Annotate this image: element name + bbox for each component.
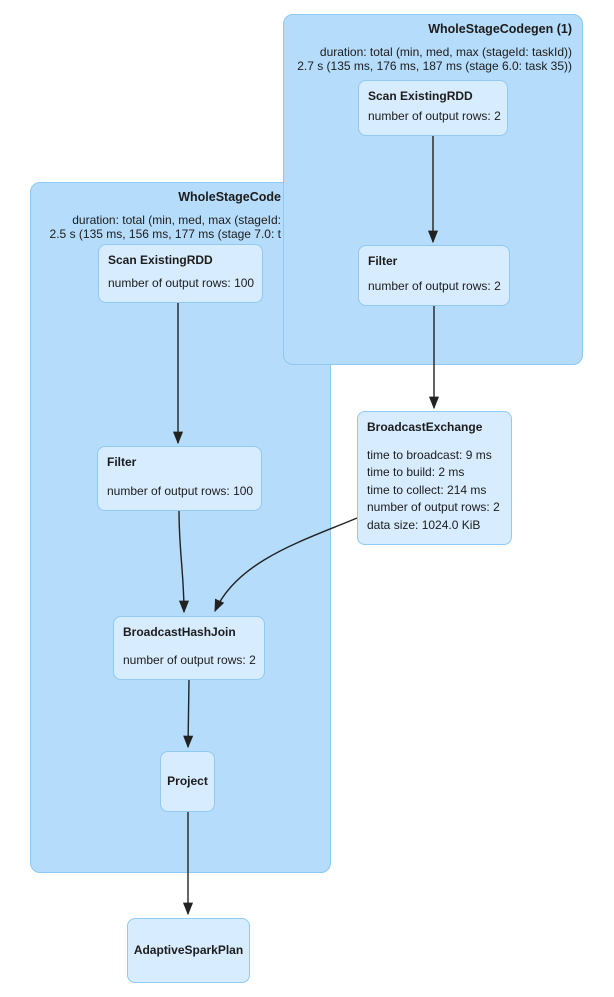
plan-node-broadcasthashjoin[interactable] [113, 616, 265, 680]
node-metrics [368, 108, 501, 126]
metric-output-rows: number of output rows: 2 [368, 278, 501, 293]
node-title: Filter [368, 254, 398, 268]
duration-line-2: 2.7 s (135 ms, 176 ms, 187 ms (stage 6.0: task 35)) [297, 58, 572, 73]
metric-output-rows: number of output rows: 100 [108, 275, 255, 290]
node-title: AdaptiveSparkPlan [133, 942, 244, 957]
node-metrics [107, 483, 252, 501]
node-title: Scan ExistingRDD [108, 253, 213, 267]
cluster-title: WholeStageCodegen (1) [428, 22, 572, 36]
plan-node-project[interactable] [160, 751, 215, 812]
node-metrics [367, 447, 502, 535]
node-metrics [123, 652, 255, 670]
plan-node-filter-1[interactable] [358, 245, 510, 306]
cluster-title: WholeStageCode [178, 190, 281, 204]
metric-output-rows: number of output rows: 2 [367, 500, 500, 514]
node-title: BroadcastExchange [367, 420, 483, 434]
metric-time-to-build: time to build: 2 ms [367, 465, 465, 479]
duration-line-1: duration: total (min, med, max (stageId: taskId)) [319, 45, 572, 59]
node-title: Scan ExistingRDD [368, 89, 473, 103]
node-metrics [368, 278, 500, 296]
metric-output-rows: number of output rows: 2 [368, 108, 501, 123]
plan-node-scan-existingrdd-2[interactable] [98, 244, 263, 303]
plan-node-scan-existingrdd-1[interactable] [358, 80, 508, 136]
metric-time-to-broadcast: time to broadcast: 9 ms [367, 447, 492, 462]
duration-line-2: 2.5 s (135 ms, 156 ms, 177 ms (stage 7.0: t [49, 226, 281, 241]
plan-node-filter-2[interactable] [97, 446, 262, 511]
plan-node-broadcastexchange[interactable] [357, 411, 512, 545]
node-title: BroadcastHashJoin [123, 625, 236, 639]
node-metrics [108, 275, 253, 293]
metric-output-rows: number of output rows: 2 [123, 652, 256, 667]
node-title: Filter [107, 455, 137, 469]
metric-output-rows: number of output rows: 100 [107, 483, 254, 498]
duration-line-1: duration: total (min, med, max (stageId: [72, 213, 281, 227]
plan-node-adaptivesparkplan[interactable] [127, 918, 250, 983]
edge-filter2-to-broadcasthashjoin [179, 511, 184, 612]
edge-broadcasthashjoin-to-project [188, 680, 189, 747]
metric-time-to-collect: time to collect: 214 ms [367, 482, 487, 497]
node-title: Project [167, 773, 208, 788]
metric-data-size: data size: 1024.0 KiB [367, 517, 481, 532]
edge-broadcastexchange-to-broadcasthashjoin [215, 518, 357, 611]
